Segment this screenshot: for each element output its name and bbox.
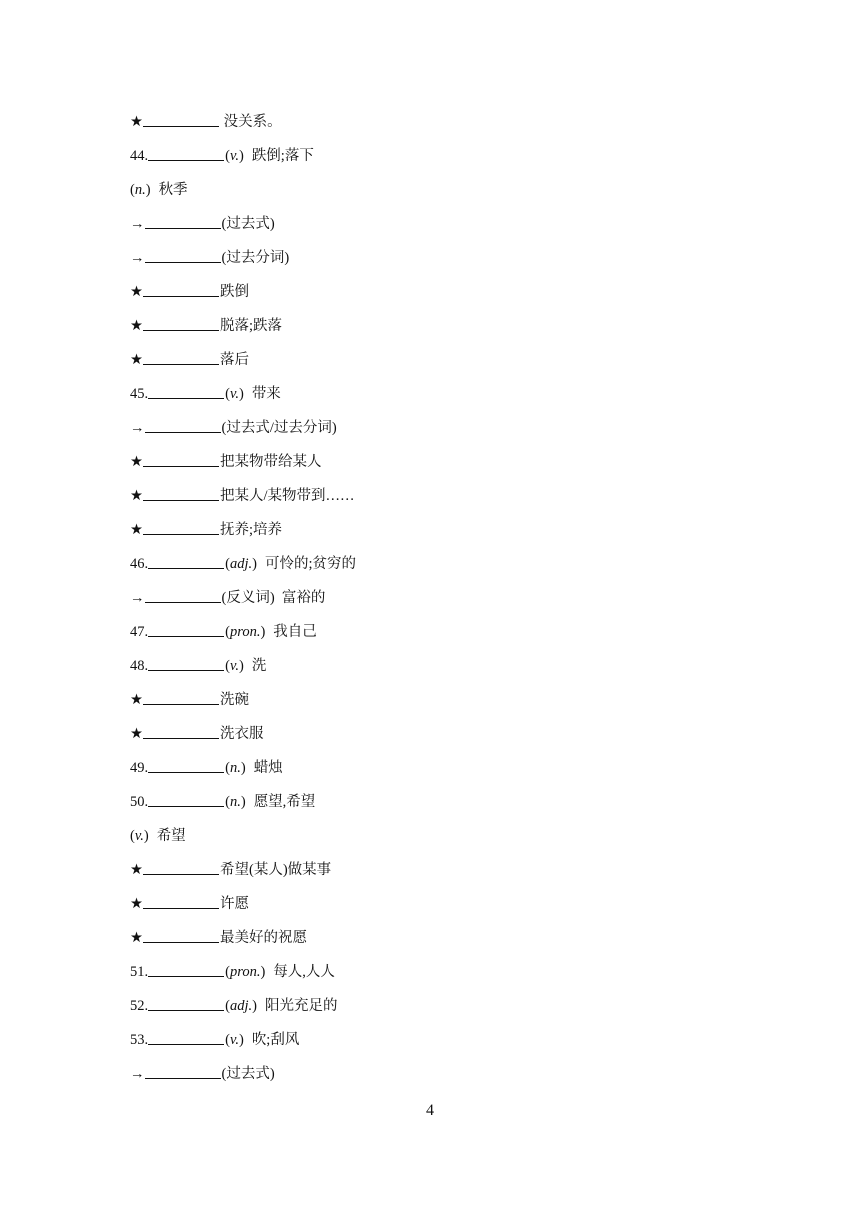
answer-blank[interactable] bbox=[145, 586, 221, 603]
vocab-line bbox=[130, 280, 770, 314]
answer-blank[interactable] bbox=[143, 688, 219, 705]
vocab-line bbox=[130, 994, 770, 1028]
answer-blank[interactable] bbox=[148, 382, 224, 399]
line-meaning: 希望(某人)做某事 bbox=[220, 862, 332, 878]
answer-blank[interactable] bbox=[143, 484, 219, 501]
line-prefix: 51. bbox=[130, 964, 149, 980]
answer-blank[interactable] bbox=[148, 144, 224, 161]
pos-paren-open: ( bbox=[130, 828, 135, 844]
line-prefix: ★ bbox=[130, 318, 143, 334]
line-meaning: 秋季 bbox=[158, 182, 188, 198]
vocab-line bbox=[130, 722, 770, 756]
line-prefix: 52. bbox=[130, 998, 149, 1014]
vocab-line bbox=[130, 246, 770, 280]
line-prefix: → bbox=[130, 590, 145, 606]
line-meaning: 把某人/某物带到…… bbox=[220, 488, 355, 504]
pos-paren-open: ( bbox=[225, 794, 230, 810]
line-meaning: 我自己 bbox=[273, 624, 317, 640]
answer-blank[interactable] bbox=[145, 1062, 221, 1079]
line-prefix: → bbox=[130, 1066, 145, 1082]
vocab-line bbox=[130, 1028, 770, 1062]
vocab-line bbox=[130, 1062, 770, 1096]
line-meaning: (过去式) bbox=[221, 216, 275, 232]
line-prefix: ★ bbox=[130, 692, 143, 708]
vocab-line bbox=[130, 654, 770, 688]
line-meaning: (过去式) bbox=[221, 1066, 275, 1082]
answer-blank[interactable] bbox=[143, 280, 219, 297]
vocab-line bbox=[130, 450, 770, 484]
line-meaning: 每人,人人 bbox=[273, 964, 335, 980]
line-meaning: 阳光充足的 bbox=[264, 998, 338, 1014]
part-of-speech: n. bbox=[229, 794, 241, 810]
answer-blank[interactable] bbox=[143, 518, 219, 535]
pos-paren-open: ( bbox=[130, 182, 135, 198]
line-meaning: 可怜的;贫穷的 bbox=[264, 556, 356, 572]
line-meaning: 蜡烛 bbox=[253, 760, 283, 776]
answer-blank[interactable] bbox=[148, 620, 224, 637]
answer-blank[interactable] bbox=[143, 450, 219, 467]
vocab-line bbox=[130, 518, 770, 552]
line-prefix: ★ bbox=[130, 454, 143, 470]
line-meaning: 最美好的祝愿 bbox=[220, 930, 307, 946]
part-of-speech: v. bbox=[229, 1032, 239, 1048]
line-meaning: 洗 bbox=[251, 658, 267, 674]
answer-blank[interactable] bbox=[148, 1028, 224, 1045]
line-prefix: ★ bbox=[130, 862, 143, 878]
line-prefix: ★ bbox=[130, 352, 143, 368]
pos-paren-open: ( bbox=[225, 1032, 230, 1048]
line-prefix: ★ bbox=[130, 726, 143, 742]
line-meaning: 吹;刮风 bbox=[251, 1032, 300, 1048]
line-prefix: → bbox=[130, 216, 145, 232]
line-meaning: 落后 bbox=[220, 352, 249, 368]
answer-blank[interactable] bbox=[148, 960, 224, 977]
pos-paren-close: ) bbox=[238, 1032, 244, 1048]
part-of-speech: pron. bbox=[229, 624, 261, 640]
line-prefix: → bbox=[130, 250, 145, 266]
vocab-line bbox=[130, 790, 770, 824]
line-prefix: → bbox=[130, 420, 145, 436]
pos-paren-close: ) bbox=[238, 148, 244, 164]
line-prefix: 49. bbox=[130, 760, 149, 776]
pos-paren-close: ) bbox=[252, 998, 257, 1014]
answer-blank[interactable] bbox=[143, 110, 219, 127]
pos-paren-close: ) bbox=[238, 658, 244, 674]
line-meaning: 愿望,希望 bbox=[253, 794, 316, 810]
vocab-line bbox=[130, 824, 770, 858]
vocabulary-list bbox=[130, 110, 770, 1096]
vocab-line bbox=[130, 178, 770, 212]
pos-paren-open: ( bbox=[225, 624, 230, 640]
line-meaning: 许愿 bbox=[220, 896, 249, 912]
answer-blank[interactable] bbox=[143, 314, 219, 331]
line-meaning: 希望 bbox=[156, 828, 186, 844]
line-meaning: 脱落;跌落 bbox=[220, 318, 283, 334]
pos-paren-open: ( bbox=[225, 998, 230, 1014]
answer-blank[interactable] bbox=[143, 892, 219, 909]
line-meaning: (过去式/过去分词) bbox=[221, 420, 337, 436]
vocab-line bbox=[130, 110, 770, 144]
part-of-speech: adj. bbox=[229, 998, 253, 1014]
answer-blank[interactable] bbox=[148, 654, 224, 671]
vocab-line bbox=[130, 926, 770, 960]
answer-blank[interactable] bbox=[145, 212, 221, 229]
vocab-line bbox=[130, 586, 770, 620]
line-prefix: 44. bbox=[130, 148, 149, 164]
vocab-line bbox=[130, 960, 770, 994]
vocab-line bbox=[130, 552, 770, 586]
line-prefix: ★ bbox=[130, 896, 143, 912]
line-prefix: 48. bbox=[130, 658, 149, 674]
pos-paren-open: ( bbox=[225, 148, 230, 164]
part-of-speech: v. bbox=[229, 148, 239, 164]
vocab-line bbox=[130, 892, 770, 926]
pos-paren-close: ) bbox=[260, 964, 266, 980]
pos-paren-close: ) bbox=[252, 556, 257, 572]
part-of-speech: v. bbox=[229, 386, 239, 402]
line-meaning: 跌倒;落下 bbox=[251, 148, 314, 164]
pos-paren-open: ( bbox=[225, 556, 230, 572]
pos-paren-open: ( bbox=[225, 964, 230, 980]
page-number: 4 bbox=[426, 1102, 434, 1119]
vocab-line bbox=[130, 314, 770, 348]
vocab-line bbox=[130, 858, 770, 892]
line-prefix: ★ bbox=[130, 522, 143, 538]
answer-blank[interactable] bbox=[143, 722, 219, 739]
vocab-line bbox=[130, 756, 770, 790]
pos-paren-close: ) bbox=[240, 794, 246, 810]
line-meaning: (反义词) 富裕的 bbox=[221, 590, 326, 606]
vocab-line bbox=[130, 144, 770, 178]
line-meaning: 没关系。 bbox=[220, 114, 282, 130]
line-meaning: 抚养;培养 bbox=[220, 522, 283, 538]
line-prefix: 46. bbox=[130, 556, 149, 572]
pos-paren-close: ) bbox=[145, 182, 151, 198]
line-prefix: 47. bbox=[130, 624, 149, 640]
line-meaning: 洗碗 bbox=[220, 692, 249, 708]
part-of-speech: adj. bbox=[229, 556, 253, 572]
vocab-line bbox=[130, 688, 770, 722]
answer-blank[interactable] bbox=[145, 416, 221, 433]
line-prefix: 50. bbox=[130, 794, 149, 810]
part-of-speech: v. bbox=[134, 828, 144, 844]
line-meaning: (过去分词) bbox=[221, 250, 290, 266]
answer-blank[interactable] bbox=[148, 994, 224, 1011]
line-prefix: ★ bbox=[130, 930, 143, 946]
line-meaning: 跌倒 bbox=[220, 284, 249, 300]
vocab-line bbox=[130, 484, 770, 518]
vocab-line bbox=[130, 382, 770, 416]
part-of-speech: n. bbox=[134, 182, 146, 198]
line-meaning: 把某物带给某人 bbox=[220, 454, 322, 470]
line-meaning: 带来 bbox=[251, 386, 281, 402]
line-prefix: 45. bbox=[130, 386, 149, 402]
line-prefix: 53. bbox=[130, 1032, 149, 1048]
answer-blank[interactable] bbox=[145, 246, 221, 263]
answer-blank[interactable] bbox=[143, 348, 219, 365]
answer-blank[interactable] bbox=[143, 926, 219, 943]
part-of-speech: n. bbox=[229, 760, 241, 776]
vocab-line bbox=[130, 416, 770, 450]
line-meaning: 洗衣服 bbox=[220, 726, 264, 742]
answer-blank[interactable] bbox=[148, 790, 224, 807]
answer-blank[interactable] bbox=[148, 552, 224, 569]
pos-paren-open: ( bbox=[225, 658, 230, 674]
answer-blank[interactable] bbox=[143, 858, 219, 875]
pos-paren-open: ( bbox=[225, 386, 230, 402]
line-prefix: ★ bbox=[130, 114, 143, 130]
vocab-line bbox=[130, 620, 770, 654]
part-of-speech: v. bbox=[229, 658, 239, 674]
pos-paren-close: ) bbox=[143, 828, 149, 844]
pos-paren-close: ) bbox=[260, 624, 266, 640]
line-prefix: ★ bbox=[130, 488, 143, 504]
part-of-speech: pron. bbox=[229, 964, 261, 980]
pos-paren-open: ( bbox=[225, 760, 230, 776]
answer-blank[interactable] bbox=[148, 756, 224, 773]
pos-paren-close: ) bbox=[238, 386, 244, 402]
pos-paren-close: ) bbox=[240, 760, 246, 776]
line-prefix: ★ bbox=[130, 284, 143, 300]
vocab-line bbox=[130, 212, 770, 246]
vocab-line bbox=[130, 348, 770, 382]
